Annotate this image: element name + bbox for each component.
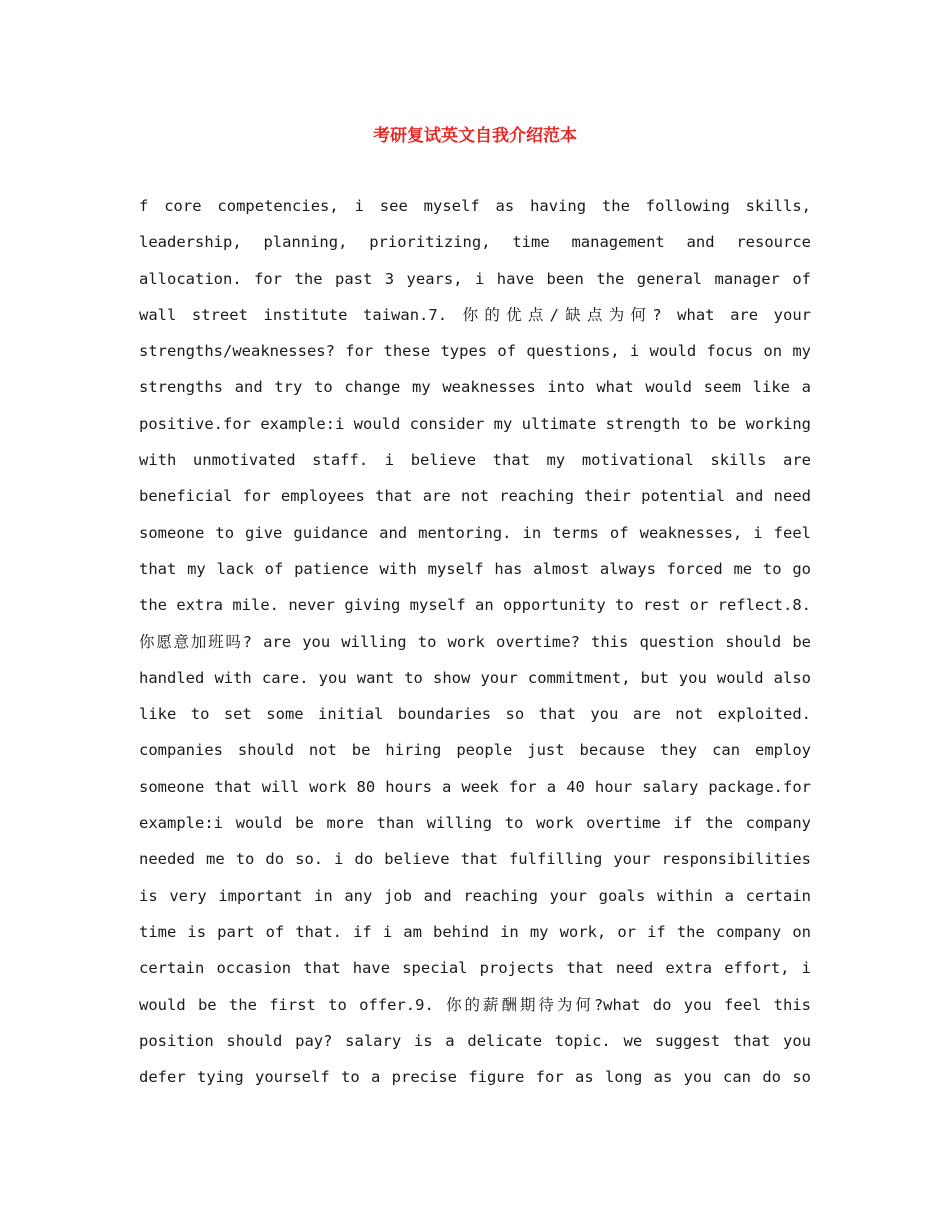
body-line: like to set some initial boundaries so that you are not exploited. [139,705,811,724]
body-line: someone that will work 80 hours a week for a 40 hour salary package.for [139,777,811,796]
body-line: defer tying yourself to a precise figure for as long as you can do so [139,1068,811,1087]
body-line: f core competencies, i see myself as having the following skills, [139,197,811,215]
body-line: wall street institute taiwan.7. 你的优点/缺点为何? what are your [139,305,811,324]
body-line: positive.for example:i would consider my ultimate strength to be working [139,414,811,433]
body-line: allocation. for the past 3 years, i have been the general manager of [139,269,811,288]
body-line: handled with care. you want to show your commitment, but you would also [139,668,811,687]
body-line: with unmotivated staff. i believe that my motivational skills are [139,451,811,470]
body-line: someone to give guidance and mentoring. in terms of weaknesses, i feel [139,523,811,542]
body-line: beneficial for employees that are not reaching their potential and need [139,487,811,506]
body-line: companies should not be hiring people just because they can employ [139,741,811,760]
body-line: certain occasion that have special projects that need extra effort, i [139,959,811,978]
body-line: time is part of that. if i am behind in my work, or if the company on [139,922,811,941]
body-line: position should pay? salary is a delicate topic. we suggest that you [139,1031,811,1050]
body-line: leadership, planning, prioritizing, time management and resource [139,233,811,252]
body-line: that my lack of patience with myself has almost always forced me to go [139,559,811,578]
body-line: needed me to do so. i do believe that fulfilling your responsibilities [139,850,811,869]
body-line: is very important in any job and reaching your goals within a certain [139,886,811,905]
body-line: would be the first to offer.9. 你的薪酬期待为何?what do you feel this [139,995,811,1014]
body-line: strengths and try to change my weaknesses into what would seem like a [139,378,811,397]
document-body [139,188,811,1095]
body-line: 你愿意加班吗? are you willing to work overtime? this question should be [139,632,811,651]
body-line: example:i would be more than willing to work overtime if the company [139,814,811,833]
body-line: strengths/weaknesses? for these types of questions, i would focus on my [139,342,811,361]
document-title: 考研复试英文自我介绍范本 [373,126,577,146]
body-line: the extra mile. never giving myself an opportunity to rest or reflect.8. [139,596,811,615]
